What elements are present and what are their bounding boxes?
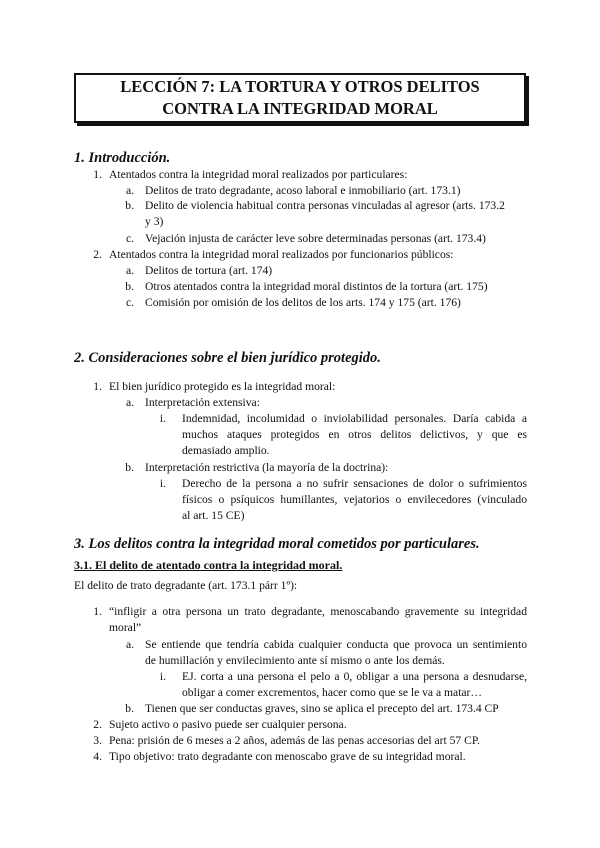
- s2-item1ai-line2: muchos ataques protegidos en otros delitos delictivos, y que es: [182, 428, 527, 441]
- s1-item1b-line2: y 3): [145, 215, 164, 228]
- s1-item1-text: Atentados contra la integridad moral realizados por particulares:: [109, 168, 408, 181]
- s3-item1ai-line1: EJ. corta a una persona el pelo a 0, obligar a una persona a desnudarse,: [182, 670, 527, 683]
- s1-item1-marker: 1.: [93, 168, 102, 181]
- s3-item3-text: Pena: prisión de 6 meses a 2 años, además de las penas accesorias del art 57 CP.: [109, 734, 480, 747]
- s1-item2c-marker: c.: [125, 296, 134, 309]
- s3-item1ai-line2: obligar a comer excrementos, hacer como que se le va a matar…: [182, 686, 483, 699]
- s1-item2c-text: Comisión por omisión de los delitos de los arts. 174 y 175 (art. 176): [145, 296, 461, 309]
- s1-item2-text: Atentados contra la integridad moral realizados por funcionarios públicos:: [109, 248, 454, 261]
- s2-item1bi-line3: al art. 15 CE): [182, 509, 245, 522]
- lesson-title-line-2: CONTRA LA INTEGRIDAD MORAL: [162, 99, 438, 118]
- subsection-3-1-heading: 3.1. El delito de atentado contra la integridad moral.: [74, 558, 343, 572]
- section-3-heading: 3. Los delitos contra la integridad moral cometidos por particulares.: [74, 536, 480, 552]
- s1-item2a-marker: a.: [125, 264, 134, 277]
- s3-item1-line2: moral”: [109, 621, 142, 634]
- s1-item2a-text: Delitos de tortura (art. 174): [145, 264, 273, 277]
- s2-item1bi-line2: físicos o psíquicos humillantes, vejatorios o envilecedores (vinculado: [182, 493, 527, 506]
- s3-item1b-text: Tienen que ser conductas graves, sino se aplica el precepto del art. 173.4 CP: [145, 702, 499, 715]
- lesson-title-box: [74, 73, 526, 123]
- s3-item1a-line2: de humillación y envilecimiento ante sí mismo o ante los demás.: [145, 654, 445, 667]
- s3-item3-marker: 3.: [93, 734, 102, 747]
- s1-item1b-line1: Delito de violencia habitual contra personas vinculadas al agresor (arts. 173.2: [145, 199, 505, 212]
- s2-item1bi-marker: i.: [159, 477, 166, 490]
- s3-item1a-marker: a.: [125, 638, 134, 651]
- s3-item1a-line1: Se entiende que tendría cabida cualquier conducta que provoca un sentimiento: [145, 638, 527, 651]
- s2-item1b-marker: b.: [125, 461, 134, 474]
- s1-item1a-text: Delitos de trato degradante, acoso laboral e inmobiliario (art. 173.1): [145, 184, 461, 197]
- s1-item2-marker: 2.: [93, 248, 102, 261]
- s2-item1a-text: Interpretación extensiva:: [145, 396, 260, 409]
- s1-item2b-text: Otros atentados contra la integridad moral distintos de la tortura (art. 175): [145, 280, 488, 293]
- s2-item1ai-line3: demasiado amplio.: [182, 444, 270, 457]
- s3-item1-line1: “infligir a otra persona un trato degradante, menoscabando gravemente su integridad: [109, 605, 527, 618]
- section-1-heading: 1. Introducción.: [74, 150, 171, 166]
- s1-item2b-marker: b.: [125, 280, 134, 293]
- s2-item1bi-line1: Derecho de la persona a no sufrir sensaciones de dolor o sufrimientos: [182, 477, 527, 490]
- s3-item1b-marker: b.: [125, 702, 134, 715]
- s2-item1b-text: Interpretación restrictiva (la mayoría de la doctrina):: [145, 461, 389, 474]
- s3-intro: El delito de trato degradante (art. 173.1 párr 1º):: [74, 579, 298, 592]
- s2-item1ai-marker: i.: [159, 412, 166, 425]
- s3-item1-marker: 1.: [93, 605, 102, 618]
- s2-item1a-marker: a.: [125, 396, 134, 409]
- s1-item1b-marker: b.: [125, 199, 134, 212]
- s3-item2-marker: 2.: [93, 718, 102, 731]
- s3-item1ai-marker: i.: [159, 670, 166, 683]
- s3-item2-text: Sujeto activo o pasivo puede ser cualquier persona.: [109, 718, 347, 731]
- s2-item1ai-line1: Indemnidad, incolumidad o inviolabilidad personales. Daría cabida a: [182, 412, 527, 425]
- s1-item1c-text: Vejación injusta de carácter leve sobre determinadas personas (art. 173.4): [145, 232, 486, 245]
- lesson-title-line-1: LECCIÓN 7: LA TORTURA Y OTROS DELITOS: [120, 77, 480, 96]
- s1-item1c-marker: c.: [125, 232, 134, 245]
- s3-item4-text: Tipo objetivo: trato degradante con menoscabo grave de su integridad moral.: [109, 750, 466, 763]
- section-2-heading: 2. Consideraciones sobre el bien jurídico protegido.: [74, 350, 381, 366]
- s3-item4-marker: 4.: [93, 750, 102, 763]
- s2-item1-marker: 1.: [93, 380, 102, 393]
- s2-item1-text: El bien jurídico protegido es la integridad moral:: [109, 380, 336, 393]
- s1-item1a-marker: a.: [125, 184, 134, 197]
